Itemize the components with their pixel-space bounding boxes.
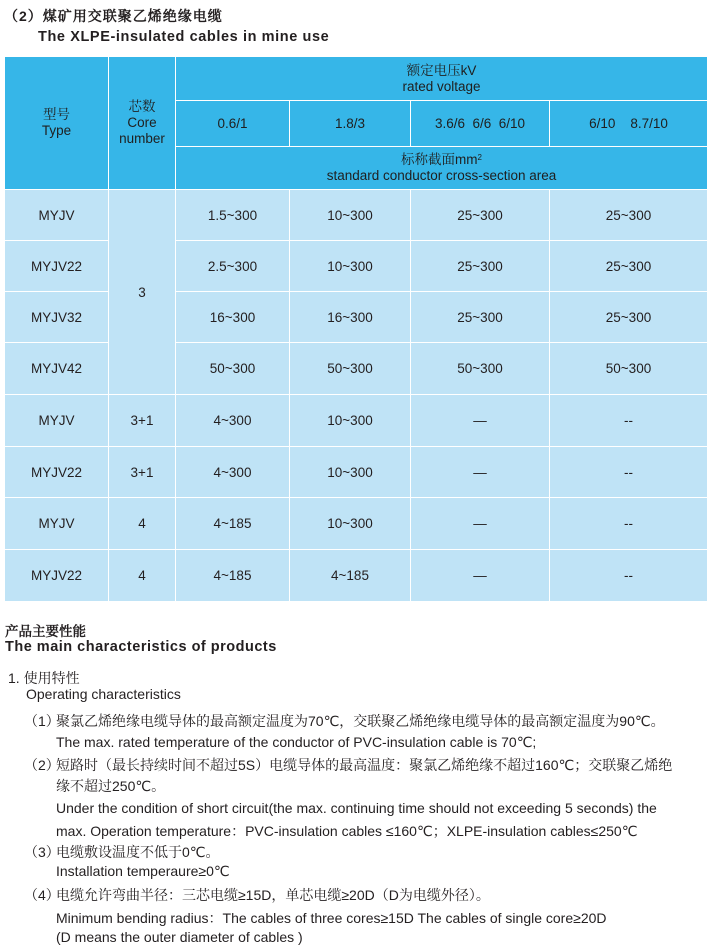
cell-cores: 4	[109, 498, 176, 550]
list-number: 1.	[8, 670, 20, 686]
characteristics-title-cn: 产品主要性能	[5, 624, 86, 639]
cell-value: 25~300	[550, 241, 708, 292]
characteristics-title-en: The main characteristics of products	[5, 639, 277, 655]
cell-value: —	[411, 447, 550, 498]
core-header	[109, 57, 176, 190]
operating-title-cn: 使用特性	[23, 670, 80, 686]
voltage-col-2: 1.8/3	[290, 101, 411, 147]
item-2-cn-line1: 短路时（最长持续时间不超过5S）电缆导体的最高温度：聚氯乙烯绝缘不超过160℃；交联聚乙烯绝	[56, 757, 673, 773]
section-title-cn: （2）煤矿用交联聚乙烯绝缘电缆	[4, 8, 223, 24]
cell-value: 25~300	[550, 190, 708, 241]
core-header-en-2: number	[119, 131, 165, 146]
cell-type: MYJV	[5, 190, 109, 241]
type-header-cn: 型号	[43, 107, 70, 122]
core-header-cn: 芯数	[128, 99, 156, 114]
item-1-en: The max. rated temperature of the conductor of PVC-insulation cable is 70℃;	[56, 734, 537, 750]
area-header	[176, 147, 708, 190]
cell-cores: 3	[109, 190, 176, 395]
cell-cores: 3+1	[109, 447, 176, 498]
cell-cores: 3+1	[109, 395, 176, 447]
cell-value: 50~300	[550, 343, 708, 395]
table-row	[5, 190, 708, 241]
cell-value: 50~300	[176, 343, 290, 395]
voltage-col-3: 3.6/6 6/6 6/10	[411, 101, 550, 147]
table-header	[5, 57, 708, 190]
cell-value: 16~300	[176, 292, 290, 343]
item-number-2: （2）	[24, 757, 60, 773]
table-row	[5, 550, 708, 602]
cell-value: 10~300	[290, 395, 411, 447]
cell-value: 50~300	[290, 343, 411, 395]
cell-type: MYJV22	[5, 241, 109, 292]
cell-value: --	[550, 447, 708, 498]
cell-type: MYJV22	[5, 550, 109, 602]
table-row	[5, 498, 708, 550]
item-2-en-line2: max. Operation temperature：PVC-insulation cables ≤160℃；XLPE-insulation cables≤250℃	[56, 823, 638, 839]
item-number-1: （1）	[24, 713, 60, 729]
cell-value: 4~185	[176, 550, 290, 602]
voltage-header	[176, 57, 708, 101]
type-header	[5, 57, 109, 190]
item-number-3: （3）	[24, 844, 60, 860]
cell-value: 1.5~300	[176, 190, 290, 241]
voltage-col-1: 0.6/1	[176, 101, 290, 147]
cell-value: 4~300	[176, 395, 290, 447]
cell-value: 50~300	[411, 343, 550, 395]
table-row	[5, 447, 708, 498]
cell-type: MYJV	[5, 498, 109, 550]
item-3-cn: 电缆敷设温度不低于0℃。	[56, 844, 220, 860]
cell-value: 10~300	[290, 447, 411, 498]
item-2-en-line1: Under the condition of short circuit(the max. continuing time should not exceeding 5 seconds) the	[56, 800, 657, 816]
cell-value: —	[411, 550, 550, 602]
cell-value: 4~185	[290, 550, 411, 602]
cell-value: --	[550, 550, 708, 602]
area-header-cn: 标称截面$mm^2$	[401, 152, 482, 167]
item-number-4: （4）	[24, 887, 60, 903]
voltage-col-4: 6/10 8.7/10	[550, 101, 708, 147]
cell-cores: 4	[109, 550, 176, 602]
item-3-en: Installation temperaure≥0℃	[56, 863, 230, 879]
cell-type: MYJV42	[5, 343, 109, 395]
item-1-cn: 聚氯乙烯绝缘电缆导体的最高额定温度为70℃，交联聚乙烯绝缘电缆导体的最高额定温度为90℃。	[56, 713, 665, 729]
cell-value: 2.5~300	[176, 241, 290, 292]
core-header-en: Core	[127, 115, 157, 130]
voltage-header-cn: 额定电压kV	[406, 62, 477, 78]
table-body	[5, 190, 708, 602]
operating-heading-cn	[8, 668, 80, 688]
cell-value: 10~300	[290, 241, 411, 292]
cell-value: --	[550, 395, 708, 447]
cell-value: 25~300	[550, 292, 708, 343]
type-header-en: Type	[41, 123, 72, 138]
cell-value: 25~300	[411, 241, 550, 292]
cell-value: 25~300	[411, 292, 550, 343]
cell-value: —	[411, 395, 550, 447]
voltage-header-en: rated voltage	[402, 78, 481, 94]
cell-type: MYJV22	[5, 447, 109, 498]
cell-type: MYJV32	[5, 292, 109, 343]
table-row	[5, 395, 708, 447]
cell-value: 4~185	[176, 498, 290, 550]
cell-value: 16~300	[290, 292, 411, 343]
cell-value: 10~300	[290, 190, 411, 241]
cell-value: 25~300	[411, 190, 550, 241]
item-2-cn-line2: 缘不超过250℃。	[56, 778, 166, 794]
cell-value: 4~300	[176, 447, 290, 498]
item-4-cn: 电缆允许弯曲半径：三芯电缆≥15D，单芯电缆≥20D（D为电缆外径）。	[56, 887, 490, 903]
cell-value: 10~300	[290, 498, 411, 550]
cell-value: —	[411, 498, 550, 550]
operating-title-en: Operating characteristics	[26, 686, 181, 702]
cell-value: --	[550, 498, 708, 550]
cell-type: MYJV	[5, 395, 109, 447]
item-4-en-line1: Minimum bending radius：The cables of three cores≥15D The cables of single core≥20D	[56, 910, 607, 926]
cable-spec-table	[4, 56, 708, 602]
section-title-en: The XLPE-insulated cables in mine use	[38, 29, 330, 45]
area-header-en: standard conductor cross-section area	[326, 168, 557, 183]
item-4-en-line2: (D means the outer diameter of cables )	[56, 929, 303, 945]
